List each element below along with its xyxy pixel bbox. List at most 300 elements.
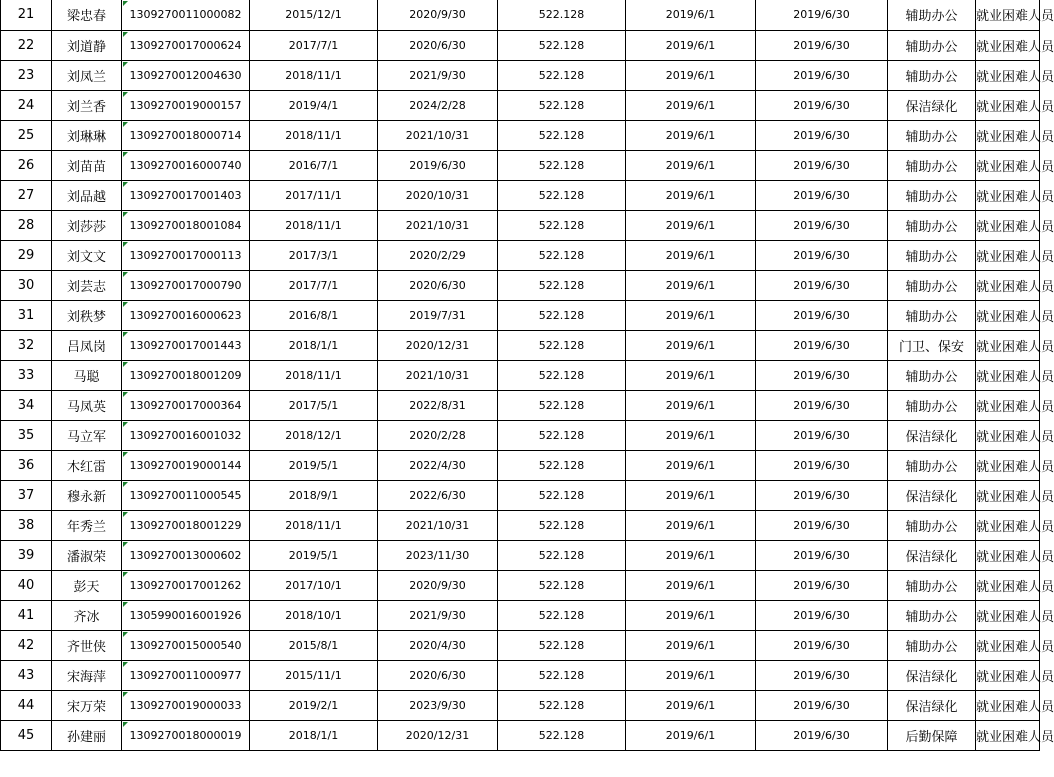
period-end-cell[interactable]: 2019/6/30	[756, 600, 888, 630]
amount-cell[interactable]: 522.128	[498, 330, 626, 360]
job-type-cell[interactable]: 辅助办公	[888, 390, 976, 420]
text-number-indicator-icon	[123, 692, 128, 697]
id-number-text: 1309270019000033	[129, 698, 242, 712]
category-cell[interactable]: 就业困难人员	[976, 300, 1040, 330]
name-cell[interactable]: 刘道静	[52, 30, 122, 60]
category-cell[interactable]: 就业困难人员	[976, 360, 1040, 390]
id-number-text: 1309270018001209	[129, 368, 242, 382]
period-start-cell[interactable]: 2019/6/1	[626, 600, 756, 630]
row-number-cell[interactable]: 29	[1, 240, 52, 270]
id-number-cell[interactable]	[122, 690, 250, 720]
contract-end-cell[interactable]: 2022/6/30	[378, 480, 498, 510]
contract-end-cell[interactable]: 2020/10/31	[378, 180, 498, 210]
contract-end-cell[interactable]: 2020/12/31	[378, 720, 498, 750]
contract-end-cell[interactable]: 2020/2/28	[378, 420, 498, 450]
contract-start-cell[interactable]: 2019/5/1	[250, 450, 378, 480]
contract-start-cell[interactable]: 2015/12/1	[250, 0, 378, 30]
text-number-indicator-icon	[123, 122, 128, 127]
period-end-cell[interactable]: 2019/6/30	[756, 510, 888, 540]
id-number-cell[interactable]	[122, 330, 250, 360]
category-cell[interactable]: 就业困难人员	[976, 0, 1040, 30]
contract-start-cell[interactable]: 2018/1/1	[250, 720, 378, 750]
id-number-text: 1309270016000623	[129, 308, 242, 322]
id-number-text: 1309270011000082	[129, 8, 242, 22]
row-number-cell[interactable]: 25	[1, 120, 52, 150]
category-cell[interactable]: 就业困难人员	[976, 60, 1040, 90]
name-cell[interactable]: 彭天	[52, 570, 122, 600]
id-number-cell[interactable]	[122, 570, 250, 600]
contract-end-cell[interactable]: 2021/10/31	[378, 120, 498, 150]
name-cell[interactable]: 刘莎莎	[52, 210, 122, 240]
period-start-cell[interactable]: 2019/6/1	[626, 30, 756, 60]
text-number-indicator-icon	[123, 392, 128, 397]
category-cell[interactable]: 就业困难人员	[976, 690, 1040, 720]
period-end-cell[interactable]: 2019/6/30	[756, 420, 888, 450]
table-row	[1, 420, 1040, 450]
contract-start-cell[interactable]: 2018/11/1	[250, 510, 378, 540]
row-number-cell[interactable]: 21	[1, 0, 52, 30]
row-number-cell[interactable]: 31	[1, 300, 52, 330]
contract-start-cell[interactable]: 2018/1/1	[250, 330, 378, 360]
row-number-cell[interactable]: 22	[1, 30, 52, 60]
contract-start-cell[interactable]: 2016/7/1	[250, 150, 378, 180]
period-start-cell[interactable]: 2019/6/1	[626, 0, 756, 30]
job-type-cell[interactable]: 辅助办公	[888, 510, 976, 540]
id-number-text: 1309270016000740	[129, 158, 242, 172]
text-number-indicator-icon	[123, 542, 128, 547]
id-number-cell[interactable]	[122, 420, 250, 450]
table-row	[1, 60, 1040, 90]
contract-end-cell[interactable]: 2024/2/28	[378, 90, 498, 120]
name-cell[interactable]: 穆永新	[52, 480, 122, 510]
category-cell[interactable]: 就业困难人员	[976, 450, 1040, 480]
id-number-cell[interactable]	[122, 180, 250, 210]
row-number-cell[interactable]: 42	[1, 630, 52, 660]
category-cell[interactable]: 就业困难人员	[976, 540, 1040, 570]
text-number-indicator-icon	[123, 632, 128, 637]
amount-cell[interactable]: 522.128	[498, 690, 626, 720]
category-cell[interactable]: 就业困难人员	[976, 570, 1040, 600]
table-row	[1, 480, 1040, 510]
text-number-indicator-icon	[123, 302, 128, 307]
period-end-cell[interactable]: 2019/6/30	[756, 630, 888, 660]
job-type-cell[interactable]: 辅助办公	[888, 270, 976, 300]
id-number-cell[interactable]	[122, 720, 250, 750]
id-number-cell[interactable]	[122, 30, 250, 60]
id-number-cell[interactable]	[122, 450, 250, 480]
contract-end-cell[interactable]: 2023/11/30	[378, 540, 498, 570]
contract-start-cell[interactable]: 2018/10/1	[250, 600, 378, 630]
amount-cell[interactable]: 522.128	[498, 720, 626, 750]
period-start-cell[interactable]: 2019/6/1	[626, 570, 756, 600]
contract-start-cell[interactable]: 2017/11/1	[250, 180, 378, 210]
row-number-cell[interactable]: 43	[1, 660, 52, 690]
table-row	[1, 660, 1040, 690]
period-start-cell[interactable]: 2019/6/1	[626, 690, 756, 720]
period-end-cell[interactable]: 2019/6/30	[756, 240, 888, 270]
table-row	[1, 450, 1040, 480]
job-type-cell[interactable]: 辅助办公	[888, 210, 976, 240]
amount-cell[interactable]: 522.128	[498, 600, 626, 630]
name-cell[interactable]: 刘秩梦	[52, 300, 122, 330]
contract-start-cell[interactable]: 2018/11/1	[250, 60, 378, 90]
id-number-cell[interactable]	[122, 240, 250, 270]
contract-end-cell[interactable]: 2021/10/31	[378, 510, 498, 540]
period-end-cell[interactable]: 2019/6/30	[756, 540, 888, 570]
period-start-cell[interactable]: 2019/6/1	[626, 480, 756, 510]
name-cell[interactable]: 宋万荣	[52, 690, 122, 720]
table-row	[1, 510, 1040, 540]
table-row	[1, 630, 1040, 660]
period-start-cell[interactable]: 2019/6/1	[626, 390, 756, 420]
name-cell[interactable]: 刘文文	[52, 240, 122, 270]
contract-start-cell[interactable]: 2018/12/1	[250, 420, 378, 450]
contract-start-cell[interactable]: 2015/11/1	[250, 660, 378, 690]
row-number-cell[interactable]: 38	[1, 510, 52, 540]
contract-start-cell[interactable]: 2017/10/1	[250, 570, 378, 600]
name-cell[interactable]: 刘苗苗	[52, 150, 122, 180]
job-type-cell[interactable]: 辅助办公	[888, 180, 976, 210]
table-row	[1, 270, 1040, 300]
row-number-cell[interactable]: 23	[1, 60, 52, 90]
amount-cell[interactable]: 522.128	[498, 360, 626, 390]
name-cell[interactable]: 木红雷	[52, 450, 122, 480]
contract-start-cell[interactable]: 2018/11/1	[250, 360, 378, 390]
row-number-cell[interactable]: 28	[1, 210, 52, 240]
row-number-cell[interactable]: 32	[1, 330, 52, 360]
name-cell[interactable]: 马聪	[52, 360, 122, 390]
id-number-cell[interactable]	[122, 0, 250, 30]
job-type-cell[interactable]: 门卫、保安	[888, 330, 976, 360]
id-number-cell[interactable]	[122, 60, 250, 90]
name-cell[interactable]: 齐世侠	[52, 630, 122, 660]
contract-start-cell[interactable]: 2017/5/1	[250, 390, 378, 420]
contract-end-cell[interactable]: 2021/9/30	[378, 60, 498, 90]
period-start-cell[interactable]: 2019/6/1	[626, 210, 756, 240]
name-cell[interactable]: 刘芸志	[52, 270, 122, 300]
period-start-cell[interactable]: 2019/6/1	[626, 60, 756, 90]
text-number-indicator-icon	[123, 272, 128, 277]
job-type-cell[interactable]: 保洁绿化	[888, 690, 976, 720]
amount-cell[interactable]: 522.128	[498, 480, 626, 510]
contract-end-cell[interactable]: 2023/9/30	[378, 690, 498, 720]
row-number-cell[interactable]: 41	[1, 600, 52, 630]
contract-end-cell[interactable]: 2022/4/30	[378, 450, 498, 480]
text-number-indicator-icon	[123, 212, 128, 217]
period-end-cell[interactable]: 2019/6/30	[756, 660, 888, 690]
period-end-cell[interactable]: 2019/6/30	[756, 720, 888, 750]
job-type-cell[interactable]: 辅助办公	[888, 300, 976, 330]
contract-end-cell[interactable]: 2020/9/30	[378, 0, 498, 30]
id-number-text: 1309270011000545	[129, 488, 242, 502]
amount-cell[interactable]: 522.128	[498, 540, 626, 570]
period-end-cell[interactable]: 2019/6/30	[756, 480, 888, 510]
row-number-cell[interactable]: 45	[1, 720, 52, 750]
amount-cell[interactable]: 522.128	[498, 300, 626, 330]
period-end-cell[interactable]: 2019/6/30	[756, 210, 888, 240]
row-number-cell[interactable]: 34	[1, 390, 52, 420]
period-start-cell[interactable]: 2019/6/1	[626, 510, 756, 540]
id-number-text: 1309270012004630	[129, 68, 242, 82]
contract-end-cell[interactable]: 2019/6/30	[378, 150, 498, 180]
job-type-cell[interactable]: 辅助办公	[888, 30, 976, 60]
job-type-cell[interactable]: 保洁绿化	[888, 90, 976, 120]
id-number-text: 1309270017001262	[129, 578, 242, 592]
amount-cell[interactable]: 522.128	[498, 450, 626, 480]
amount-cell[interactable]: 522.128	[498, 30, 626, 60]
id-number-text: 1309270018000019	[129, 728, 242, 742]
period-end-cell[interactable]: 2019/6/30	[756, 90, 888, 120]
period-start-cell[interactable]: 2019/6/1	[626, 630, 756, 660]
period-start-cell[interactable]: 2019/6/1	[626, 120, 756, 150]
amount-cell[interactable]: 522.128	[498, 390, 626, 420]
period-start-cell[interactable]: 2019/6/1	[626, 450, 756, 480]
row-number-cell[interactable]: 40	[1, 570, 52, 600]
name-cell[interactable]: 年秀兰	[52, 510, 122, 540]
job-type-cell[interactable]: 保洁绿化	[888, 540, 976, 570]
contract-end-cell[interactable]: 2020/4/30	[378, 630, 498, 660]
category-cell[interactable]: 就业困难人员	[976, 120, 1040, 150]
job-type-cell[interactable]: 辅助办公	[888, 450, 976, 480]
category-cell[interactable]: 就业困难人员	[976, 630, 1040, 660]
period-end-cell[interactable]: 2019/6/30	[756, 300, 888, 330]
job-type-cell[interactable]: 保洁绿化	[888, 660, 976, 690]
period-start-cell[interactable]: 2019/6/1	[626, 540, 756, 570]
period-end-cell[interactable]: 2019/6/30	[756, 0, 888, 30]
text-number-indicator-icon	[123, 32, 128, 37]
category-cell[interactable]: 就业困难人员	[976, 390, 1040, 420]
id-number-cell[interactable]	[122, 90, 250, 120]
period-start-cell[interactable]: 2019/6/1	[626, 360, 756, 390]
amount-cell[interactable]: 522.128	[498, 270, 626, 300]
amount-cell[interactable]: 522.128	[498, 90, 626, 120]
category-cell[interactable]: 就业困难人员	[976, 30, 1040, 60]
period-start-cell[interactable]: 2019/6/1	[626, 150, 756, 180]
text-number-indicator-icon	[123, 1, 128, 6]
contract-end-cell[interactable]: 2020/2/29	[378, 240, 498, 270]
category-cell[interactable]: 就业困难人员	[976, 510, 1040, 540]
category-cell[interactable]: 就业困难人员	[976, 210, 1040, 240]
contract-start-cell[interactable]: 2019/4/1	[250, 90, 378, 120]
table-row	[1, 240, 1040, 270]
category-cell[interactable]: 就业困难人员	[976, 90, 1040, 120]
contract-end-cell[interactable]: 2020/9/30	[378, 570, 498, 600]
amount-cell[interactable]: 522.128	[498, 210, 626, 240]
id-number-cell[interactable]	[122, 120, 250, 150]
row-number-cell[interactable]: 26	[1, 150, 52, 180]
text-number-indicator-icon	[123, 242, 128, 247]
id-number-cell[interactable]	[122, 600, 250, 630]
row-number-cell[interactable]: 36	[1, 450, 52, 480]
contract-start-cell[interactable]: 2018/9/1	[250, 480, 378, 510]
id-number-cell[interactable]	[122, 300, 250, 330]
period-end-cell[interactable]: 2019/6/30	[756, 150, 888, 180]
row-number-cell[interactable]: 37	[1, 480, 52, 510]
job-type-cell[interactable]: 辅助办公	[888, 150, 976, 180]
id-number-cell[interactable]	[122, 390, 250, 420]
name-cell[interactable]: 刘兰香	[52, 90, 122, 120]
table-row	[1, 390, 1040, 420]
text-number-indicator-icon	[123, 572, 128, 577]
category-cell[interactable]: 就业困难人员	[976, 240, 1040, 270]
amount-cell[interactable]: 522.128	[498, 420, 626, 450]
text-number-indicator-icon	[123, 152, 128, 157]
table-row	[1, 0, 1040, 30]
period-start-cell[interactable]: 2019/6/1	[626, 720, 756, 750]
row-number-cell[interactable]: 44	[1, 690, 52, 720]
period-end-cell[interactable]: 2019/6/30	[756, 30, 888, 60]
job-type-cell[interactable]: 后勤保障	[888, 720, 976, 750]
amount-cell[interactable]: 522.128	[498, 630, 626, 660]
id-number-text: 1309270017001443	[129, 338, 242, 352]
contract-start-cell[interactable]: 2018/11/1	[250, 210, 378, 240]
contract-end-cell[interactable]: 2019/7/31	[378, 300, 498, 330]
contract-end-cell[interactable]: 2020/6/30	[378, 270, 498, 300]
contract-start-cell[interactable]: 2019/2/1	[250, 690, 378, 720]
id-number-cell[interactable]	[122, 150, 250, 180]
period-end-cell[interactable]: 2019/6/30	[756, 450, 888, 480]
contract-end-cell[interactable]: 2022/8/31	[378, 390, 498, 420]
amount-cell[interactable]: 522.128	[498, 510, 626, 540]
id-number-cell[interactable]	[122, 510, 250, 540]
job-type-cell[interactable]: 辅助办公	[888, 60, 976, 90]
amount-cell[interactable]: 522.128	[498, 180, 626, 210]
job-type-cell[interactable]: 辅助办公	[888, 570, 976, 600]
category-cell[interactable]: 就业困难人员	[976, 480, 1040, 510]
contract-start-cell[interactable]: 2019/5/1	[250, 540, 378, 570]
period-end-cell[interactable]: 2019/6/30	[756, 180, 888, 210]
contract-end-cell[interactable]: 2020/6/30	[378, 660, 498, 690]
contract-start-cell[interactable]: 2016/8/1	[250, 300, 378, 330]
row-number-cell[interactable]: 24	[1, 90, 52, 120]
table-row	[1, 720, 1040, 750]
row-number-cell[interactable]: 27	[1, 180, 52, 210]
text-number-indicator-icon	[123, 92, 128, 97]
row-number-cell[interactable]: 33	[1, 360, 52, 390]
period-end-cell[interactable]: 2019/6/30	[756, 360, 888, 390]
table-row	[1, 600, 1040, 630]
period-start-cell[interactable]: 2019/6/1	[626, 90, 756, 120]
category-cell[interactable]: 就业困难人员	[976, 150, 1040, 180]
category-cell[interactable]: 就业困难人员	[976, 180, 1040, 210]
id-number-cell[interactable]	[122, 660, 250, 690]
job-type-cell[interactable]: 辅助办公	[888, 120, 976, 150]
category-cell[interactable]: 就业困难人员	[976, 660, 1040, 690]
period-start-cell[interactable]: 2019/6/1	[626, 270, 756, 300]
name-cell[interactable]: 刘琳琳	[52, 120, 122, 150]
category-cell[interactable]: 就业困难人员	[976, 720, 1040, 750]
id-number-text: 1309270018001084	[129, 218, 242, 232]
id-number-cell[interactable]	[122, 210, 250, 240]
table-row	[1, 180, 1040, 210]
id-number-cell[interactable]	[122, 630, 250, 660]
row-number-cell[interactable]: 30	[1, 270, 52, 300]
period-end-cell[interactable]: 2019/6/30	[756, 60, 888, 90]
period-start-cell[interactable]: 2019/6/1	[626, 180, 756, 210]
name-cell[interactable]: 马凤英	[52, 390, 122, 420]
id-number-cell[interactable]	[122, 360, 250, 390]
period-end-cell[interactable]: 2019/6/30	[756, 330, 888, 360]
job-type-cell[interactable]: 辅助办公	[888, 0, 976, 30]
amount-cell[interactable]: 522.128	[498, 240, 626, 270]
name-cell[interactable]: 吕凤岗	[52, 330, 122, 360]
amount-cell[interactable]: 522.128	[498, 120, 626, 150]
contract-start-cell[interactable]: 2017/3/1	[250, 240, 378, 270]
name-cell[interactable]: 马立军	[52, 420, 122, 450]
period-end-cell[interactable]: 2019/6/30	[756, 120, 888, 150]
name-cell[interactable]: 宋海萍	[52, 660, 122, 690]
contract-end-cell[interactable]: 2020/6/30	[378, 30, 498, 60]
job-type-cell[interactable]: 保洁绿化	[888, 480, 976, 510]
contract-end-cell[interactable]: 2020/12/31	[378, 330, 498, 360]
contract-start-cell[interactable]: 2017/7/1	[250, 30, 378, 60]
row-number-cell[interactable]: 39	[1, 540, 52, 570]
table-row	[1, 120, 1040, 150]
contract-end-cell[interactable]: 2021/10/31	[378, 210, 498, 240]
amount-cell[interactable]: 522.128	[498, 570, 626, 600]
period-start-cell[interactable]: 2019/6/1	[626, 420, 756, 450]
name-cell[interactable]: 梁忠春	[52, 0, 122, 30]
name-cell[interactable]: 刘凤兰	[52, 60, 122, 90]
text-number-indicator-icon	[123, 362, 128, 367]
id-number-text: 1309270019000157	[129, 98, 242, 112]
period-end-cell[interactable]: 2019/6/30	[756, 690, 888, 720]
amount-cell[interactable]: 522.128	[498, 60, 626, 90]
category-cell[interactable]: 就业困难人员	[976, 270, 1040, 300]
id-number-cell[interactable]	[122, 540, 250, 570]
table-row	[1, 690, 1040, 720]
amount-cell[interactable]: 522.128	[498, 150, 626, 180]
id-number-cell[interactable]	[122, 270, 250, 300]
job-type-cell[interactable]: 辅助办公	[888, 600, 976, 630]
contract-start-cell[interactable]: 2017/7/1	[250, 270, 378, 300]
period-start-cell[interactable]: 2019/6/1	[626, 330, 756, 360]
contract-start-cell[interactable]: 2018/11/1	[250, 120, 378, 150]
contract-end-cell[interactable]: 2021/10/31	[378, 360, 498, 390]
id-number-text: 1309270013000602	[129, 548, 242, 562]
amount-cell[interactable]: 522.128	[498, 0, 626, 30]
job-type-cell[interactable]: 辅助办公	[888, 630, 976, 660]
job-type-cell[interactable]: 辅助办公	[888, 240, 976, 270]
period-end-cell[interactable]: 2019/6/30	[756, 270, 888, 300]
period-start-cell[interactable]: 2019/6/1	[626, 300, 756, 330]
row-number-cell[interactable]: 35	[1, 420, 52, 450]
name-cell[interactable]: 孙建丽	[52, 720, 122, 750]
contract-end-cell[interactable]: 2021/9/30	[378, 600, 498, 630]
period-end-cell[interactable]: 2019/6/30	[756, 390, 888, 420]
job-type-cell[interactable]: 辅助办公	[888, 360, 976, 390]
text-number-indicator-icon	[123, 332, 128, 337]
contract-start-cell[interactable]: 2015/8/1	[250, 630, 378, 660]
text-number-indicator-icon	[123, 602, 128, 607]
id-number-cell[interactable]	[122, 480, 250, 510]
category-cell[interactable]: 就业困难人员	[976, 420, 1040, 450]
name-cell[interactable]: 齐冰	[52, 600, 122, 630]
table-row	[1, 300, 1040, 330]
period-start-cell[interactable]: 2019/6/1	[626, 240, 756, 270]
category-cell[interactable]: 就业困难人员	[976, 330, 1040, 360]
table-body	[1, 0, 1054, 750]
category-cell[interactable]: 就业困难人员	[976, 600, 1040, 630]
name-cell[interactable]: 潘淑荣	[52, 540, 122, 570]
amount-cell[interactable]: 522.128	[498, 660, 626, 690]
job-type-cell[interactable]: 保洁绿化	[888, 420, 976, 450]
text-number-indicator-icon	[123, 182, 128, 187]
period-end-cell[interactable]: 2019/6/30	[756, 570, 888, 600]
table-row	[1, 210, 1040, 240]
period-start-cell[interactable]: 2019/6/1	[626, 660, 756, 690]
name-cell[interactable]: 刘品越	[52, 180, 122, 210]
